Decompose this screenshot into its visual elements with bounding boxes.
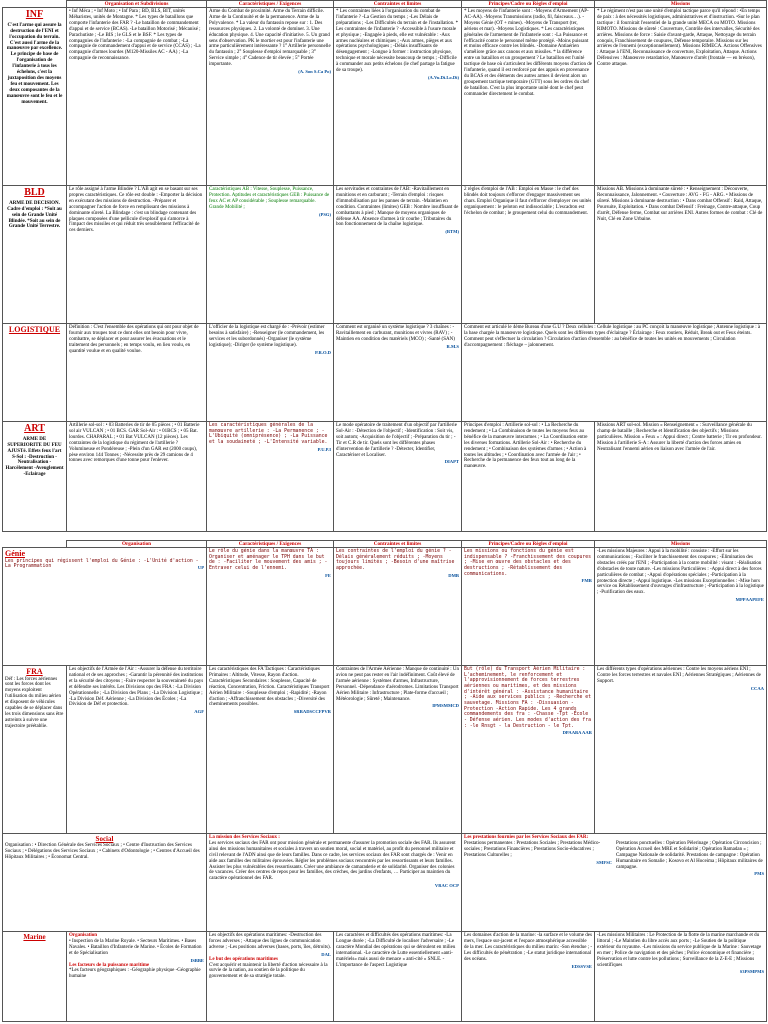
category-subtitle: ARME DE DECISION. Cadre d'emploi : *Soit au sein de Grande Unité Blindée. *Soit au sein de Grande Unité Terrestre. xyxy=(7,200,62,230)
header-contraintes: Contraintes et limites xyxy=(334,1,462,8)
category-title: BLD xyxy=(24,187,45,199)
header-organisation: Organisation et Subdivisions xyxy=(67,1,207,8)
cell-social-prestations: Les prestations fournies par les Services Sociaux des FAR: Prestations permanentes : Prestations Sociales ; Prestations Médico-sociales ; Prestations Financières ; Prestations Socio-éducatives ; Prestations Culturelles ; SMFSC Prestations ponctuelles : Opération Pèlerinage ; Opération Circoncision ; Opération Accueil des MRE et Solidarité ; Opération Ramadan » ; Campagne Nationale de solidarité. Prestations de campagne : Opération Humanitaire en Somalie ; Kosovo et Al Hoceima ; Hôpitaux militaires de campagne. PMS xyxy=(462,834,767,932)
row-genie xyxy=(3,548,767,666)
header-contraintes: Contraintes et limites xyxy=(334,541,462,548)
category-title: LOGISTIQUE xyxy=(8,325,61,335)
cell-principes: Les domaines d'action de la marine: -la surface et le volume des mers, l'espace sur-jacent et l'espace atmosphérique accessible de la mer. Les caractéristiques du milieu marin: -Son étendue ; -Les difficultés de pénétration ; -Le statut juridique international des océans. SVSE EDS xyxy=(462,932,595,1022)
cell-organisation: Organisation • Inspection de la Marine Royale. • Secteurs Maritimes. • Bases Navales. • Bataillon d'Infanterie de Marine. • Écoles de Formation et de Spécialisation ISBBE Les facteurs de la puissance maritime *Les facteurs géographiques : -Géographie physique -Géographie humaine xyxy=(67,932,207,1022)
cell-organisation: • Inf Méca ; • Inf Moto ; • Inf Para ; BD, BLS, BIT, unités Méharistes, unités de Montagne. * Les types de bataillons que comporte l'infanterie des FAR ? -Le bataillon de commandement d'appui et de service (BCAS). -Le bataillon Motorisé ; Mécanisé ; Parachutiste ; -Le BIS ; le GLS et le BSF. * Les types de compagnies de l'infanterie : -La compagnie de combat ; -La compagnie de commandement d'appui et de service (CCAS) ; -La compagnie d'armes lourdes (M120-Missiles AC - AA) ; -La compagnie de reconnaissance. xyxy=(67,8,207,186)
category-subtitle: ARME DE SUPERIORITE DU FEU AJUSTé. Effets feux l'art S-Sol : -Destruction -Neutralisation -Harcèlement -Aveuglement -Eclairage xyxy=(5,436,64,478)
cell-organisation: Les objectifs de l'Armée de l'Air : -Assurer la défense du territoire national et de ses approches ; -Garantir la pérennité des institutions et la sécurité des citoyens ; -Faire respecter la souveraineté du pays et défendre ses intérêts. Les Divisions ops des FRA : -La Division Opérationnelle ; -La Division des Plans ; -La Division Logistique ; -La Division Déf. Aérienne ; -La Division des Écoles ; -La Division de Déf et protection. AGF xyxy=(67,666,207,834)
category-title: Social xyxy=(95,835,114,844)
cell-principes: Les missions ou fonctions du génie est indispensable ? -Franchissement des coupures ; -Mise en œuvre des obstacles et des destructions ; -Rétablissement des communications. FMR xyxy=(462,548,595,666)
cell-missions: -Les missions Majeures : Appui à la mobilité : consiste : -Effort sur les communications ; -Faciliter le franchissement des coupures ; -Élimination des obstacles créés par l'ENI ; -Participation à la contre mobilité : visant : -Réalisation d'obstacles de toute nature. -Les missions Particulières : -Appui direct à des forces particulières de combat ; -Appui d'opérations spéciales ; -Participation à la protection directe ; -Appui logistique. -Les missions Exceptionnelles : -Mise hors service ou Rétablissement d'ouvrages d'infrastructure ; -Participation à la logistique ; -Purification des eaux. EFE AAP MPP xyxy=(595,548,767,666)
cell-caracteristiques: Les caractéristiques des FA Tactiques : Caractéristiques Primaires : Altitude, Vitesse, Rayon d'action. Caractéristiques Secondaires : Souplesse, Capacité de réaction, Concentration, Friction. Caractéristiques Transport Aérien Militaire : -Souplesse d'emploi ; -Rapidité ; -Rayon d'action ; -Affranchissement des obstacles ; -Diversité des cheminements possibles. PVR SCCF SRRAD xyxy=(207,666,334,834)
cell-contraintes: Les contraintes de l'emploi du génie ? -Délais généralement réduits ; -Moyens toujours limités ; -Besoin d'une maîtrise approchée. DMB xyxy=(334,548,462,666)
cell-principes: Principes d'emploi : Artillerie sol-sol : • La Recherche du rendement ; • La Combinaison de toutes les moyens feux au bénéfice de la manœuvre interarmes ; • La Coordination entre les diverses formations. Artillerie Sol-Air : • Recherche du rendement ; • Combinaison des systèmes d'armes ; • Action à toutes les altitudes ; • Coordination avec l'armée de l'air ; • Recherche de la permanence des feux tout au long de la manœuvre. xyxy=(462,422,595,532)
category-subtitle: C'est l'arme qui assure la destruction de l'ENI et l'occupation du terrain. C'est aussi l'arme de la manœuvre par excellence. Le principe de base de l'organisation de l'infanterie à tous les échelons, c'est la juxtaposition des moyens feu et mouvement. Les deux composantes de la manœuvre sont le feu et le mouvement. xyxy=(6,22,63,105)
cell-missions: -Les missions Militaires : Le Protection de la flotte de la marine marchande et du littoral ; -Le Maintien du libre accès aux ports ; -Le Soutien de la politique extérieur du royaume. -Les missions du service publique de la Marine : Sauvetage en mer ; Police de navigation et des pêches ; Police économique et financière ; Préservation et lutte contre les pollutions ; Surveillance de la Z-E-E ; Missions scientifiques PMS S3PSM xyxy=(595,932,767,1022)
category-logistique xyxy=(3,324,67,422)
cell-principes: * Les moyens de l'infanterie sont : -Moyens d'Armement (AP- AC-AA). -Moyens Transmissions (radio, fil, faisceaux…). -Moyens Génie (OT + mines). -Moyens de Transport (ter, aériens et mar). -Moyens Logistiques. * Les caractéristiques générales de l'armement de l'infanterie sont : -La Puissance et l'efficacité contre le personnel même protégé. -Moins puissant et moins efficace contre les blindés. -Domaine Antiaérien s'améliore grâce aux canons et aux missiles. * la différence entre un bataillon et un groupement ? Le bataillon est l'unité tactique de base où s'articulent les différents moyens d'action de l'infanterie, quand il est renforcé par des appuis en provenance du BCAS et des éléments des autres armes il devient alors un groupement tactique temporaire (GTT) sous les ordres du chef de bataillon. C'est la plus importante unité dont le chef peut commander directement le combat. xyxy=(462,8,595,186)
category-title: Génie xyxy=(5,549,25,559)
cell-caracteristiques: Les objectifs des opérations maritimes: -Destruction des forces adverses ; -Attaque des lignes de communication adverse ; -Les positions adverses (bases, ports, îles, détroits). DAL Le but des opérations maritimes C'est acquérir et maintenir la liberté d'action nécessaire à la survie de la nation, au soutien de la politique du gouvernement et de sa stratégie totale. xyxy=(207,932,334,1022)
row-inf xyxy=(3,8,767,186)
row-art xyxy=(3,422,767,532)
category-bld xyxy=(3,186,67,324)
cell-missions: * Le régiment n'est pas une unité d'emploi tactique parce qu'il répond : •En temps de paix : à des nécessités logistiques, administratives et d'instruction. •Sur le plan tactique : il fournirait l'essentiel de la grande unité MECA ou MOTO. Missions RIMOTO. Missions de sûreté : Couverture, Contrôle des intervalles, Sécurité des arrières. Missions de force : Saisie d'avant-garde, Attaque, Nettoyage du terrain conquis, Franchissement de coupures, Défense temporaire. Missions sur les arrières de l'ennemi (exceptionnellement). Missions RIMECA. Actions Offensives : Attaque à l'ENI, Reconnaissance de couverture, Exploitation, Attaque. Actions Défensives : Manœuvre retardatrice, Manœuvre d'arrêt (frontale — en bréson), Contre attaque. xyxy=(595,8,767,186)
row-fra xyxy=(3,666,767,834)
cell-contraintes: Les servitudes et contraintes de l'AB: -Ravitaillement en munitions et en carburant ; -Terrain d'emploi : risques d'immobilisation par les pannes de terrain. -Maintien en condition. Contraintes (limites) GEB : Nombre insuffisant de combattants à pied ; Manque de moyens organiques de défense AA. Absence d'armes à tir courbe ; Tributaires du bon fonctionnement de la chaîne logistique. (RTM) xyxy=(334,186,462,324)
category-title: Marine xyxy=(23,933,46,942)
cell-caracteristiques: Les caractéristiques générales de la manœuvre artillerie : -La Permanence ; -L'Ubiquité (omniprésence) ; -La Puissance et la soudaineté ; -L'Intensité variable. P.U.P.I xyxy=(207,422,334,532)
category-art xyxy=(3,422,67,532)
cell-contraintes: Les caractères et difficultés des opérations maritimes: -La Longue durée ; -La Difficulté de localiser l'adversaire ; -Le caractère Mondial des opérations qui se déroulent en milieu international. -Le caractère de Lutte essentiellement «anti-matériels» mais aussi de menace « anti-cité » SNLE. -L'importance de l'aspect Logistique xyxy=(334,932,462,1022)
header-missions: Missions xyxy=(595,1,767,8)
cell-organisation: Artillerie sol-sol : • 03 Batteries de tir de 05 pièces ; • 01 Batterie sol air VULCAN ; • 01 BCS. GAR Sol-Air : • 01BCS ; • 05 Bat. lourdes. CHAPARAL ; • 01 Bat VULCAN (12 pièces). Les contraintes de la logistique du régiment de l'artillerie ? Volumineuse et Pondéreuse ; -Plein d'un GAR est (2000 coups), pèse environ 144 Tonnes ; -Nécessite près de 29 camions de 4 tonnes avec remorques d'une tonne pour l'enlever. xyxy=(67,422,207,532)
cell-missions: Missions ART sol-sol. Mission « Renseignement » : Surveillance générale du champ de bataille ; Recherche et Identification des objectifs ; Missions particulières. Mission « Feux » : Appui direct ; Contre batterie ; Tir en profondeur. Mission à l'artillerie S-A : Assurer la liberté d'action des forces amies en Neutralisant l'ennemi aérien en liaison avec l'armée de l'air. xyxy=(595,422,767,532)
cell-principes: But (rôle) du Transport Aérien Militaire : L'acheminement, le renforcement et l'approvisionnement de forces terrestres aériennes ou maritimes, et des missions d'intérêt général : -Assistance humanitaire ; -Aide aux services publics ; -Recherche et sauvetage. Missions FA : -Dissuasion -Protection -Action Rapide. Les 4 grands commandements des fra : -Chasse -Tpt -École - Défense aérien. Les modes d'action des fra : -le Rnsgt - la Destruction - le Tpt. ABA AAR DPA xyxy=(462,666,595,834)
header-organisation: Organisation xyxy=(67,541,207,548)
category-social xyxy=(3,834,207,932)
cell-caracteristiques: Arme du Combat de proximité. Arme du Terrain difficile. Arme de la Continuité et de la permanence. Arme de la Polyvalence. * La valeur du fantassin repose sur : 1. Des ressources physiques. 2. La volonté de dominer. 3. Une éducation physique. 4. Une capacité d'initiative. 5. Un grand sens d'observation. PK le mortier est pour l'infanterie une arme particulièrement intéressante ? 1° Artillerie personnelle du fantassin ; 2° Souplesse d'emploi remarquable ; 3° Service simple ; 4° Cadence de tir élevée ; 5° Portée importante. (A. Son S.Ca Po) xyxy=(207,8,334,186)
row-logistique xyxy=(3,324,767,422)
category-title: ART xyxy=(24,423,45,435)
cell-contraintes: * Les contraintes liées à l'organisation du combat de l'infanterie ? -La Gestion du temps ; -Les Délais de préparations ; -Les Difficultés du terrain et de l'installation. * Les contraintes de l'infanterie ? -Accessible à l'usure morale et physique ; -Engagée à pieds, elle est vulnérable : -Aux armes nucléaires et chimiques ; -Aux armes, pièges et aux opérations psychologiques ; -Délais insuffisants de désengagement ; -Longue à former : instruction physique, technique et morale nécessite beaucoup de temps ; -Difficile à commander aux petits échelons (le chef partage la fatigue de sa troupe). (A.Vu.Di.Lo.Di) xyxy=(334,8,462,186)
category-inf xyxy=(3,8,67,186)
main-grid-bottom xyxy=(2,540,767,1022)
cell-principes: 2 règles d'emploi de l'AB : Emploi en Masse : le chef des blindés doit toujours s'efforcer d'engager massivement ses chars. Emploi Organique il faut s'efforcer d'employer ces unités organiquement : le peloton est indissociable ; L'escadron est l'échelon de combat ; le groupement celui du commandement. xyxy=(462,186,595,324)
row-marine xyxy=(3,932,767,1022)
header-row-top xyxy=(3,1,767,8)
category-title: FRA xyxy=(26,667,43,677)
cell-caracteristiques: L'officier de la logistique est chargé de : -Prévoir (estimer besoins à satisfaire) ; -Renseigner (le commandement, les services et les subordonnés) -Organiser (le système logistique); -Diriger (le système logistique). P.R.O.D xyxy=(207,324,334,422)
cell-organisation: Le rôle assigné à l'arme Blindée ? L'AB agit en se basant sur ses propres caractéristiques. Ce rôle est double : -Emporter la décision en exécutant des missions de destruction. -Préparer et accompagner l'action de force en remplissant des missions à dominante sûreté. La Blindage : c'est un blindage contenant des plaques composées d'une pellicule d'explosif qui s'amorce à l'impact des missiles et qui réduit très sensiblement l'efficacité de ces derniers. xyxy=(67,186,207,324)
category-fra xyxy=(3,666,67,834)
cell-missions: Les différents types d'opérations aériennes : Contre les moyens aériens ENI ; Contre les forces terrestres et navales ENI ; Aériennes Stratégiques ; Aériennes de Support. CCAA xyxy=(595,666,767,834)
row-social xyxy=(3,834,767,932)
cell-contraintes: Le mode opératoire de traitement d'un objectif par l'artillerie Sol-Air : -Détection de l'objectif ; -Identification : Soit vis, soit autom; -Acquisition de l'objectif ; -Préparation du tir ; -Tir et C.R de tir. Quels sont les différentes phases d'intervention de l'artillerie ? -Détecter, Identifier, Caractériser et Localiser. DIAPT xyxy=(334,422,462,532)
category-subtitle: Déf : Les forces aériennes sont les forces dont les moyens exploitent l'utilisation du milieu aérien et disposent de véhicules capables de se déplacer dans les trois dimensions sans être astreints à suivre une trajectoire préétablie. xyxy=(5,676,64,729)
row-bld xyxy=(3,186,767,324)
main-grid-top xyxy=(2,0,767,532)
category-title: INF xyxy=(25,9,44,21)
cell-caracteristiques: Le rôle du génie dans la manœuvre TA : Organiser et aménager le TPH dans le but de : -Faciliter le mouvement des amis ; -Entraver celui de l'ennemi. FE xyxy=(207,548,334,666)
header-principes: Principes/Cadre ou Règles d'emploi xyxy=(462,541,595,548)
cell-social-mission: La mission des Services Sociaux : Les services sociaux des FAR ont pour mission générale et permanente d'assurer la promotion sociale des FAR. Ils assurent ainsi des missions humanitaires et sociales à travers un soutien moral, social et matériel, au profit du personnel militaire et civil relevant de l'ADN ainsi que de leurs familles. Dans ce cadre, les services sociaux des FAR sont chargés de : Venir en aide aux familles des militaires éprouvées. Régler les problèmes sociaux rencontrés par les ressortissants et leurs familles. Assister les plus vulnérables des ressortissants. Créer une ambiance de camaraderie et de solidarité. Organiser des colonies de vacances. Créer des centres de repos pour les familles, des crèches, des jardins d'enfants, … Participer au maintien du caractère opérationnel des FAR. VRAC OCP xyxy=(207,834,462,932)
header-caracteristiques: Caractéristiques / Exigences xyxy=(207,541,334,548)
cell-contraintes: Comment est organisé un système logistique ? 3 chaînes : -Ravitaillement en carburant, munitions et vivres (RAV) ; -Maintien en condition des matériels (MCO) ; -Santé (SAN) R.M.S xyxy=(334,324,462,422)
cell-contraintes: Contraintes de l'Armée Aérienne : Manque de continuité : Un avion ne peut pas rester en l'air indéfiniment. Coût élevé de l'armée aérienne : Systèmes d'armes, Infrastructure, Personnel. -Dépendance d'aérodromes. Limitations Transport Aérien Militaire : Infrastructure ; Plate-forme d'accueil ; Météorologie ; Sûreté ; Maintenance. MCD IPMSM xyxy=(334,666,462,834)
cell-missions: Missions AB. Missions à dominante sûreté : • Renseignement : Découverte, Reconnaissance, Jalonnement. • Couverture : AVG - FG - ARG. • Missions de sûreté. Missions à dominante destruction : • Dans combat Offensif : Raid, Attaque, Poursuite, Exploitation. • Dans combat Défensif : Freinage, Contre-attaque, Coup d'arrêt, Défense ferme, Combat sur arrières ENI. Autres formes de combat : Clé de Nuit, Clé en Zone Urbaine. xyxy=(595,186,767,324)
cell-caracteristiques: Caractéristiques AB : Vitesse, Souplesse, Puissance, Protection. Aptitudes et caractéristiques GEB : Puissance de feux AC et AP considérable ; Souplesse remarquable. Grande Mobilité ; (PSG) xyxy=(207,186,334,324)
category-subtitle: Organisation : • Direction Générale des Services Sociaux ; • Centre d'Instruction des Services Sociaux ; • Délégations des Services Sociaux ; • Cabinets d'Odontologie ; • Centres d'Accueil des Hôpitaux Militaires ; • Économat Central. xyxy=(5,843,200,861)
header-missions: Missions xyxy=(595,541,767,548)
header-caracteristiques: Caractéristiques / Exigences xyxy=(207,1,334,8)
category-genie: Génie Les principes qui régissent l'emploi du Génie : -L'Unité d'action -La Programmation UP xyxy=(3,548,207,666)
category-subtitle: Les principes qui régissent l'emploi du Génie : -L'Unité d'action -La Programmation xyxy=(5,558,199,570)
category-marine xyxy=(3,932,67,1022)
cell-principes: Comment est articulé le 4ème Bureau d'une G.U ? Deux cellules : Cellule logistique : au PC conçoit la manœuvre logistique ; Antenne logistique : à la base chargée la manœuvre logistique. Quels sont les différents types d'éclairage ? Éclairage : Feux routiers, Réduit, Break out et Feux éteints. Comment peut s'effectuer la circulation ? Circulation d'action d'ensemble : au bénéfice de toutes les unités en mouvements ; Circulation d'accompagnement : fléchage – jalonnement. xyxy=(462,324,767,422)
header-row-bottom xyxy=(3,541,767,548)
cell-organisation: Définition : C'est l'ensemble des opérations qui ont pour objet de fournir aux troupes tout ce dont elles ont besoin pour vivre, combattre, se déplacer et pour assurer les évacuations et le traitement des personnels ; en temps voulu, en lieu voulu, en quantité voulue et en qualité voulue. xyxy=(67,324,207,422)
header-principes: Principes/Cadre ou Règles d'emploi xyxy=(462,1,595,8)
